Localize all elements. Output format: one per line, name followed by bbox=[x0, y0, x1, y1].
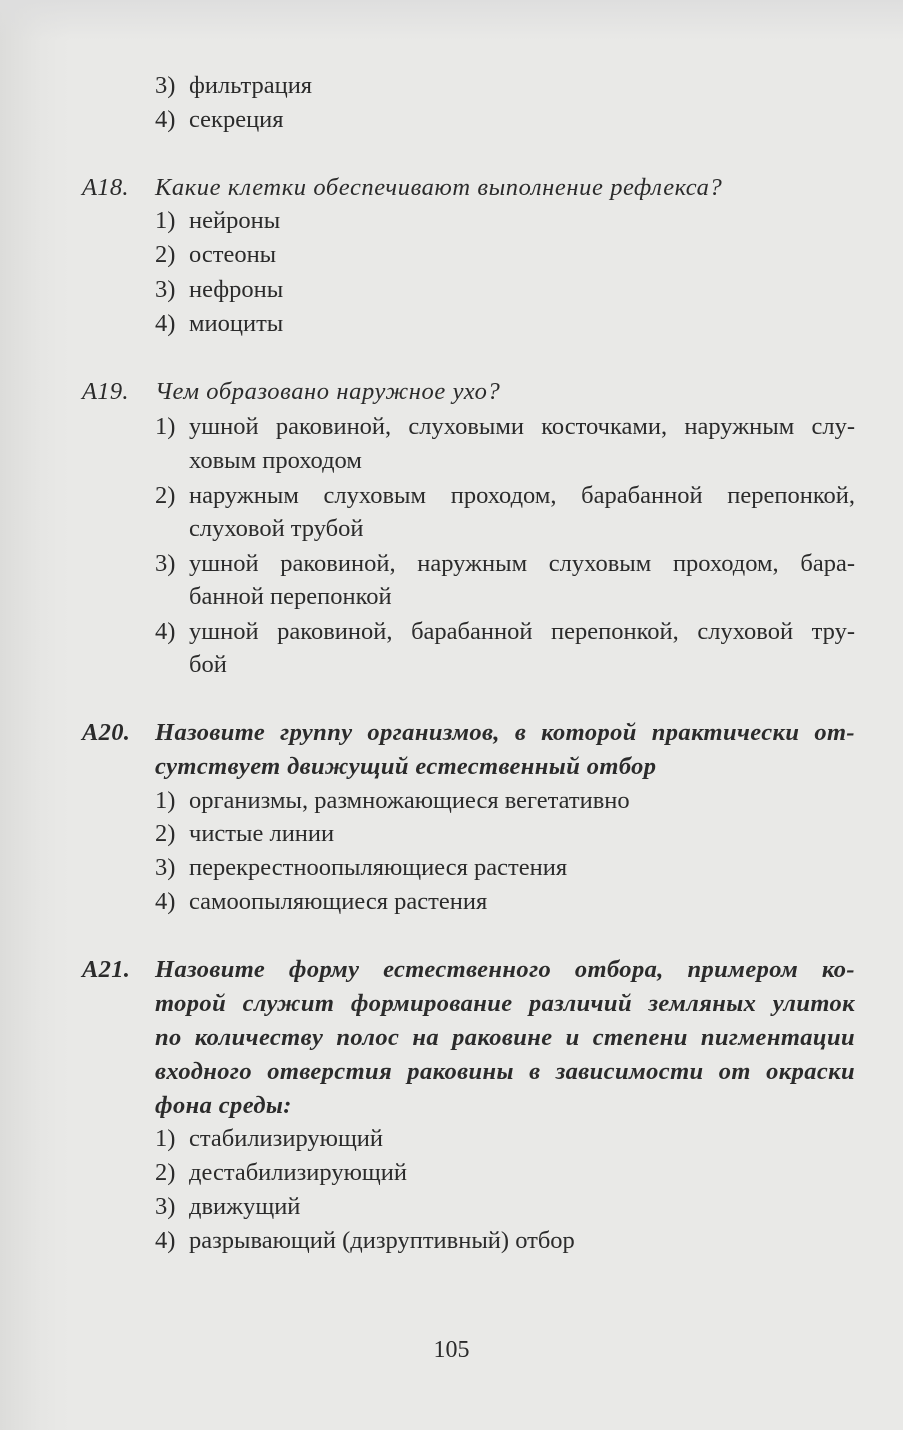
answer-option: 3) движущий bbox=[155, 1193, 301, 1220]
answer-option: 1) стабилизирующий bbox=[155, 1125, 384, 1152]
question-text: Какие клетки обеспечивают выполнение рефлекса? bbox=[155, 174, 723, 201]
answer-option: 4) миоциты bbox=[155, 310, 284, 337]
answer-option: 2) bbox=[155, 482, 176, 509]
question-text-continued: по количеству полос на раковине и степени пигментации bbox=[155, 1024, 855, 1051]
question-text: Чем образовано наружное ухо? bbox=[155, 378, 501, 405]
page-number: 105 bbox=[433, 1337, 470, 1363]
answer-option: 2) чистые линии bbox=[155, 820, 335, 847]
answer-text: наружным слуховым проходом, барабанной перепонкой, bbox=[189, 482, 855, 509]
answer-option: 4) bbox=[155, 618, 176, 645]
answer-option: 4) разрывающий (дизруптивный) отбор bbox=[155, 1227, 575, 1254]
answer-option: 3) нефроны bbox=[155, 276, 284, 303]
answer-option: 4) секреция bbox=[155, 106, 284, 133]
answer-text: ушной раковиной, наружным слуховым проходом, бара- bbox=[189, 550, 855, 577]
question-label: А20. bbox=[82, 719, 131, 746]
answer-option: 2) остеоны bbox=[155, 241, 277, 268]
answer-option: 1) bbox=[155, 413, 176, 440]
question-text: Назовите форму естественного отбора, примером ко- bbox=[155, 956, 855, 983]
question-label: А18. bbox=[82, 174, 129, 201]
answer-option: 1) нейроны bbox=[155, 207, 281, 234]
answer-text-continued: банной перепонкой bbox=[189, 583, 392, 610]
answer-option: 3) перекрестноопыляющиеся растения bbox=[155, 854, 568, 881]
answer-text: ушной раковиной, барабанной перепонкой, слуховой тру- bbox=[189, 618, 855, 645]
answer-text: ушной раковиной, слуховыми косточками, наружным слу- bbox=[189, 413, 855, 440]
question-text: Назовите группу организмов, в которой практически от- bbox=[155, 719, 855, 746]
answer-option: 3) фильтрация bbox=[155, 72, 313, 99]
answer-option: 1) организмы, размножающиеся вегетативно bbox=[155, 787, 630, 814]
answer-option: 4) самоопыляющиеся растения bbox=[155, 888, 488, 915]
answer-text-continued: бой bbox=[189, 651, 227, 678]
answer-option: 3) bbox=[155, 550, 176, 577]
answer-option: 2) дестабилизирующий bbox=[155, 1159, 407, 1186]
question-text-continued: фона среды: bbox=[155, 1092, 292, 1119]
answer-text-continued: слуховой трубой bbox=[189, 515, 364, 542]
question-text-continued: торой служит формирование различий земляных улиток bbox=[155, 990, 855, 1017]
question-label: А19. bbox=[82, 378, 129, 405]
answer-text-continued: ховым проходом bbox=[189, 447, 362, 474]
question-text-continued: сутствует движущий естественный отбор bbox=[155, 753, 657, 780]
question-label: А21. bbox=[82, 956, 131, 983]
question-text-continued: входного отверстия раковины в зависимости от окраски bbox=[155, 1058, 855, 1085]
